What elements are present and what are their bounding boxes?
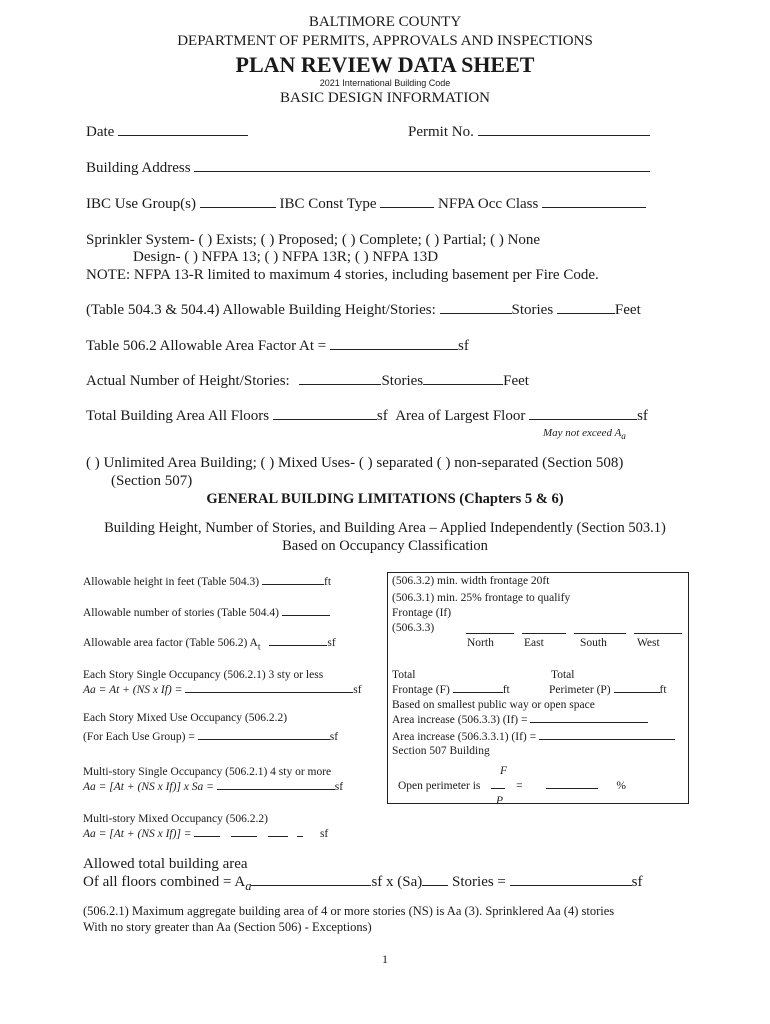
address-label: Building Address: [86, 160, 191, 176]
open-perimeter-label: Open perimeter is: [398, 780, 481, 792]
area-increase-label: Area increase (506.3.3) (If) =: [392, 714, 528, 726]
largest-floor-label: Area of Largest Floor: [395, 408, 526, 424]
multi-story-mixed-unit: sf: [319, 828, 329, 840]
page-title: PLAN REVIEW DATA SHEET: [235, 52, 535, 77]
allowed-total-area-row: [83, 874, 643, 894]
perimeter-p-unit: ft: [659, 684, 667, 696]
total-area-input-line[interactable]: [273, 418, 377, 420]
allowable-stories-input-line[interactable]: [440, 312, 512, 314]
each-story-single-input-line[interactable]: [185, 691, 353, 693]
open-perimeter-input-line[interactable]: [546, 787, 598, 789]
allowable-height-feet-input-line[interactable]: [262, 583, 324, 585]
use-group-input-line[interactable]: [200, 206, 276, 208]
multi-story-single-formula: Aa = [At + (NS x If)] x Sa =: [83, 781, 214, 793]
total-area-label: Total Building Area All Floors: [86, 408, 270, 424]
area-increase-alt-label: Area increase (506.3.3.1) (If) =: [392, 731, 537, 743]
area-factor-field: [86, 338, 469, 355]
frontage-f-label: Frontage (F): [392, 684, 450, 696]
direction-south: South: [580, 637, 607, 649]
each-story-mixed-input-line[interactable]: [198, 738, 330, 740]
may-not-exceed-note: [543, 427, 626, 441]
general-limitations-heading: GENERAL BUILDING LIMITATIONS (Chapters 5 & 6): [206, 491, 564, 507]
allowed-total-area-heading: Allowed total building area: [83, 856, 248, 872]
allowed-total-area-input-line[interactable]: [251, 884, 371, 886]
date-label: Date: [86, 124, 115, 140]
frontage-f-input-line[interactable]: [453, 691, 503, 693]
each-story-mixed-label: Each Story Mixed Use Occupancy (506.2.2): [83, 712, 288, 724]
actual-stories-label: Stories: [381, 373, 424, 389]
const-type-input-line[interactable]: [380, 206, 434, 208]
permit-label: Permit No.: [408, 124, 474, 140]
allowable-height-label: (Table 504.3 & 504.4) Allowable Building Height/Stories:: [86, 302, 436, 318]
actual-feet-input-line[interactable]: [423, 383, 503, 385]
allowable-height-feet-unit: ft: [324, 576, 332, 588]
date-field: [86, 124, 248, 141]
sprinkler-system[interactable]: Sprinkler System- ( ) Exists; ( ) Proposed; ( ) Complete; ( ) Partial; ( ) None: [86, 232, 541, 248]
allowable-height-field: [86, 302, 641, 319]
allowable-area-factor-subscript: t: [257, 641, 261, 653]
multi-story-mixed-input-2[interactable]: [231, 835, 257, 837]
permit-input-line[interactable]: [478, 134, 650, 136]
unlimited-area-options[interactable]: ( ) Unlimited Area Building; ( ) Mixed Uses- ( ) separated ( ) non-separated (Section 508): [86, 455, 624, 471]
direction-west: West: [637, 637, 660, 649]
department-name: DEPARTMENT OF PERMITS, APPROVALS AND INSPECTIONS: [177, 33, 593, 49]
fraction-denominator-p: P: [496, 795, 504, 807]
code-edition: 2021 International Building Code: [319, 78, 451, 88]
perimeter-p-input-line[interactable]: [614, 691, 660, 693]
perimeter-p-label: Perimeter (P): [549, 684, 611, 696]
frontage-min-width: (506.3.2) min. width frontage 20ft: [392, 575, 550, 587]
allowed-total-area-label: Of all floors combined = A: [83, 874, 246, 890]
const-type-label: IBC Const Type: [279, 196, 377, 212]
direction-north: North: [467, 637, 494, 649]
allowed-total-area-subscript: a: [245, 879, 252, 893]
frontage-min-percent: (506.3.1) min. 25% frontage to qualify: [392, 592, 571, 604]
nfpa-class-label: NFPA Occ Class: [438, 196, 539, 212]
page-number: 1: [382, 952, 388, 966]
allowable-stories-label: Allowable number of stories (Table 504.4): [83, 607, 279, 619]
stories-result-input-line[interactable]: [510, 884, 632, 886]
north-input-line[interactable]: [466, 633, 514, 634]
multi-story-single-unit: sf: [334, 781, 344, 793]
date-input-line[interactable]: [118, 134, 248, 136]
each-story-single-unit: sf: [353, 684, 362, 696]
frontage-total-row: [392, 684, 510, 696]
use-group-field: [86, 196, 646, 213]
address-field: [86, 160, 650, 177]
stories-equals-label: Stories =: [452, 874, 506, 890]
allowable-area-factor-row: [83, 637, 336, 652]
allowable-height-feet-row: [83, 576, 331, 588]
actual-height-label: Actual Number of Height/Stories:: [86, 373, 290, 389]
nfpa-class-input-line[interactable]: [542, 206, 646, 208]
nfpa-note: NOTE: NFPA 13-R limited to maximum 4 stories, including basement per Fire Code.: [86, 267, 599, 283]
east-input-line[interactable]: [522, 633, 566, 634]
each-story-single-formula-row: [83, 684, 362, 696]
open-perimeter-row: [398, 780, 626, 792]
allowable-stories-count-line[interactable]: [282, 614, 330, 616]
each-story-single-label: Each Story Single Occupancy (506.2.1) 3 sty or less: [83, 669, 324, 681]
multi-story-mixed-label: Multi-story Mixed Occupancy (506.2.2): [83, 813, 268, 825]
equals-sign: =: [516, 780, 523, 792]
allowable-stories-row: [83, 607, 330, 619]
section-heading: BASIC DESIGN INFORMATION: [279, 90, 490, 106]
actual-height-field: [86, 373, 529, 390]
perimeter-total-label: Total: [551, 669, 575, 681]
sprinkler-design[interactable]: Design- ( ) NFPA 13; ( ) NFPA 13R; ( ) NFPA 13D: [133, 249, 439, 265]
may-not-exceed-subscript: a: [621, 431, 626, 442]
multi-story-mixed-input-1[interactable]: [194, 835, 220, 837]
multi-story-mixed-formula: Aa = [At + (NS x If)] =: [83, 828, 192, 840]
stories-label: Stories: [511, 302, 554, 318]
permit-field: [408, 124, 650, 141]
address-input-line[interactable]: [194, 170, 650, 172]
section-507-ref: (Section 507): [111, 473, 193, 489]
area-increase-row: [392, 714, 648, 726]
allowable-area-factor-label: Allowable area factor (Table 506.2) A: [83, 637, 258, 649]
feet-label: Feet: [614, 302, 641, 318]
sf-times-sa: sf x (Sa): [371, 874, 423, 890]
use-group-label: IBC Use Group(s): [86, 196, 196, 212]
each-story-single-formula: Aa = At + (NS x If) =: [83, 684, 183, 696]
frontage-total-label: Total: [392, 669, 416, 681]
general-limitations-subtitle-1: Building Height, Number of Stories, and Building Area – Applied Independently (Section 503.1): [104, 520, 666, 536]
allowable-feet-input-line[interactable]: [557, 312, 615, 314]
multi-story-single-label: Multi-story Single Occupancy (506.2.1) 4 sty or more: [83, 766, 332, 778]
perimeter-total-row: [549, 684, 667, 696]
area-factor-input-line[interactable]: [330, 348, 458, 350]
multi-story-single-input-line[interactable]: [217, 788, 335, 790]
area-increase-alt-input-line[interactable]: [539, 738, 675, 740]
largest-floor-unit: sf: [637, 408, 648, 424]
stories-result-unit: sf: [631, 874, 643, 890]
multi-story-single-formula-row: [83, 781, 343, 793]
percent-sign: %: [616, 780, 626, 792]
each-story-mixed-unit: sf: [329, 731, 339, 743]
multi-story-mixed-input-3[interactable]: [268, 835, 288, 837]
area-increase-alt-row: [392, 731, 675, 743]
allowable-area-factor-unit: sf: [327, 637, 336, 649]
fraction-numerator-f: F: [500, 765, 508, 777]
allowable-height-feet-label: Allowable height in feet (Table 504.3): [83, 576, 260, 588]
each-story-mixed-group-label: (For Each Use Group) =: [83, 731, 195, 743]
multi-story-mixed-input-4[interactable]: [297, 835, 303, 837]
allowable-area-factor-input-line[interactable]: [269, 644, 327, 646]
fraction-bar: [491, 787, 505, 789]
south-input-line[interactable]: [574, 633, 626, 634]
west-input-line[interactable]: [634, 633, 682, 634]
frontage-section-ref: (506.3.3): [392, 622, 435, 634]
actual-feet-label: Feet: [503, 373, 529, 389]
general-limitations-subtitle-2: Based on Occupancy Classification: [282, 538, 488, 554]
section-507-building: Section 507 Building: [392, 745, 490, 757]
footnote-line-1: (506.2.1) Maximum aggregate building area of 4 or more stories (NS) is Aa (3). Sprinklered Aa (4) stories: [83, 904, 615, 918]
area-increase-input-line[interactable]: [530, 721, 648, 723]
county-name: BALTIMORE COUNTY: [308, 14, 462, 30]
largest-floor-input-line[interactable]: [529, 418, 637, 420]
sa-input-line[interactable]: [422, 884, 448, 886]
actual-stories-input-line[interactable]: [299, 383, 381, 385]
area-factor-label: Table 506.2 Allowable Area Factor At =: [86, 338, 327, 354]
total-area-field: [86, 408, 648, 425]
area-factor-unit: sf: [458, 338, 469, 354]
smallest-public-way-note: Based on smallest public way or open space: [392, 699, 595, 711]
may-not-exceed-text: May not exceed A: [543, 427, 622, 439]
frontage-if-label: Frontage (If): [392, 607, 452, 619]
frontage-f-unit: ft: [502, 684, 510, 696]
multi-story-mixed-formula-row: [83, 828, 328, 840]
direction-east: East: [524, 637, 544, 649]
footnote-line-2: With no story greater than Aa (Section 506) - Exceptions): [83, 920, 372, 934]
each-story-mixed-row: [83, 731, 338, 743]
total-area-unit: sf: [376, 408, 388, 424]
